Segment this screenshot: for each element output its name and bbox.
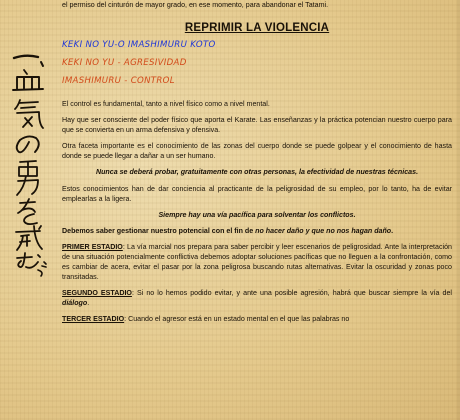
paragraph-peaceful-way: Siempre hay una vía pacífica para solventar los conflictos. — [158, 210, 356, 219]
third-stage-label: TERCER ESTADIO — [62, 315, 125, 324]
main-content — [62, 0, 452, 330]
manage-potential-end: . — [391, 226, 394, 235]
paragraph-third-stage — [62, 314, 452, 324]
manage-potential-emphasis: no hacer daño y que no nos hagan daño — [255, 226, 392, 235]
motto-terms — [62, 58, 452, 87]
paragraph-danger-awareness: Estos conocimientos han de dar conciencia al practicante de la peligrosidad de su empleo, por lo tanto, ha de evitar emplearlas a la ligera. — [62, 184, 452, 203]
manage-potential-text: Debemos saber gestionar nuestro potencial con el fin de — [62, 226, 256, 235]
paragraph-never-test: Nunca se deberá probar, gratuitamente con otras personas, la efectividad de nuestras técnicas. — [95, 168, 419, 177]
calligraphy-scroll — [8, 48, 48, 280]
paragraph-first-stage — [62, 242, 452, 282]
third-stage-text: : Cuando el agresor está en un estado mental en el que las palabras no — [124, 315, 350, 324]
motto-term-control: IMASHIMURU - CONTROL — [62, 75, 175, 86]
first-stage-label: PRIMER ESTADIO — [62, 242, 123, 251]
motto-japanese: KEKI NO YU-O IMASHIMURU KOTO — [62, 40, 216, 51]
paragraph-second-stage — [62, 288, 452, 308]
first-stage-text: : La vía marcial nos prepara para saber percibir y leer escenarios de peligrosidad. Ante la interpretación de una situación potencialmente conflictiva debemos adoptar soluciones pacíficas que no lleguen a la confrontación, como es cambiar de acera, evitar el pasar por la zona peligrosa buscando rutas alternativas. Evitar la oscuridad y zonas poco transitadas. — [62, 242, 452, 281]
paragraph-physical-power: Hay que ser consciente del poder físico que aporta el Karate. Las enseñanzas y la práctica potencian nuestro cuerpo para que se convierta en un arma defensiva y ofensiva. — [62, 116, 452, 135]
paragraph-manage-potential — [62, 226, 452, 236]
second-stage-emphasis: diálogo — [62, 299, 88, 308]
calligraphy-image — [8, 48, 48, 280]
previous-section-continuation: el permiso del cinturón de mayor grado, en ese momento, para abandonar el Tatami. — [62, 1, 329, 9]
section-title: REPRIMIR LA VIOLENCIA — [184, 22, 330, 35]
second-stage-label: SEGUNDO ESTADIO — [62, 289, 132, 298]
paragraph-body-zones: Otra faceta importante es el conocimiento de las zonas del cuerpo donde se puede golpear y el conocimiento de hasta donde se puede llegar a dañar a un ser humano. — [62, 142, 452, 161]
paragraph-control: El control es fundamental, tanto a nivel físico como a nivel mental. — [62, 100, 270, 109]
second-stage-text: : Si no lo hemos podido evitar, y ante una posible agresión, habrá que buscar siempre la vía del — [131, 289, 452, 298]
motto-term-aggressiveness: KEKI NO YU - AGRESIVIDAD — [62, 57, 187, 68]
second-stage-end: . — [87, 299, 90, 308]
